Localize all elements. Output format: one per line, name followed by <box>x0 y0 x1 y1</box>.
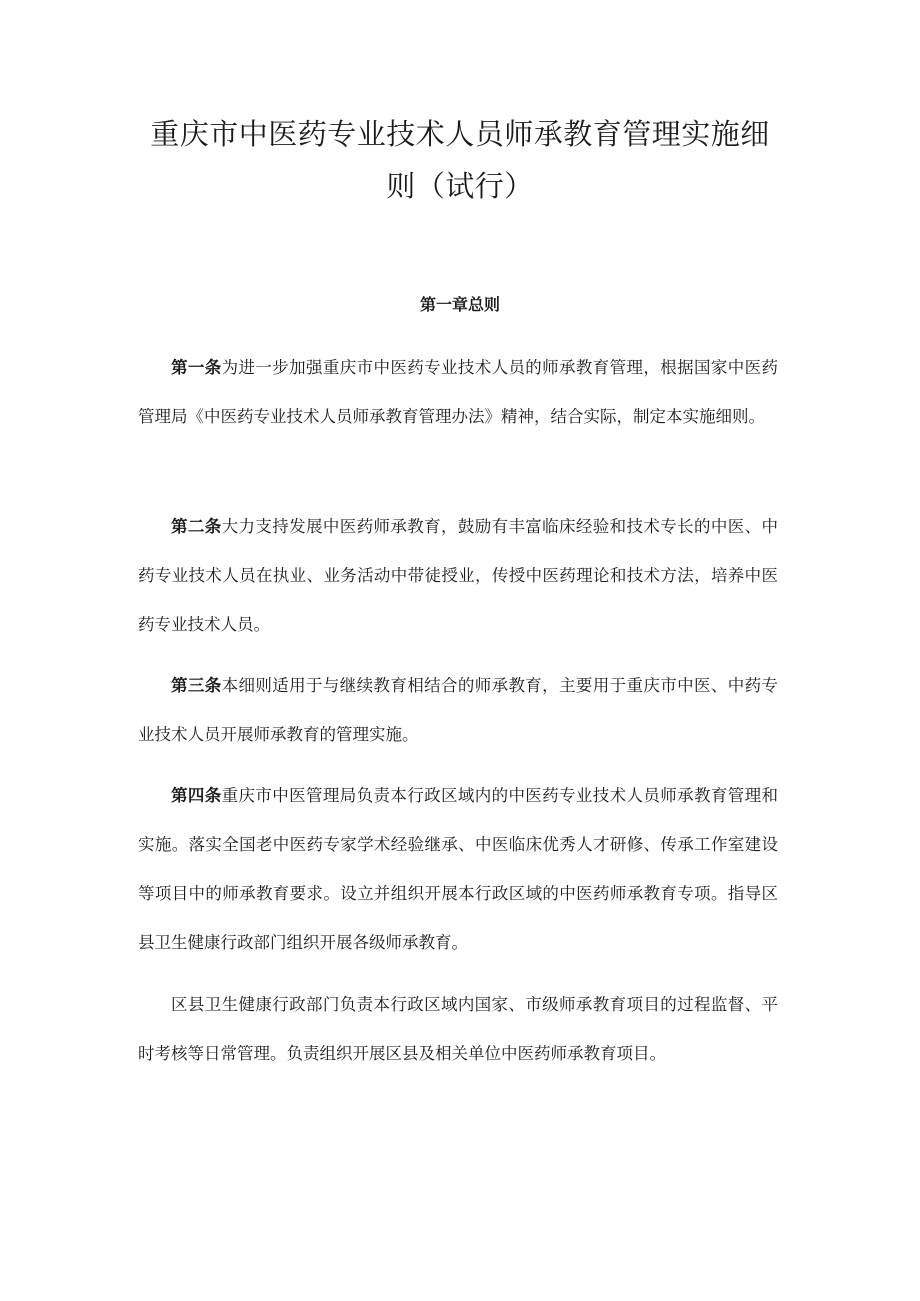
article-text: 重庆市中医管理局负责本行政区域内的中医药专业技术人员师承教育管理和实施。落实全国老中医药专家学术经验继承、中医临床优秀人才研修、传承工作室建设等项目中的师承教育要求。设立并组织开展本行政区域的中医药师承教育专项。指导区县卫生健康行政部门组织开展各级师承教育。 <box>138 786 779 952</box>
article-number: 第一条 <box>171 358 222 377</box>
document-title: 重庆市中医药专业技术人员师承教育管理实施细则（试行） <box>150 117 770 203</box>
paragraph-text: 区县卫生健康行政部门负责本行政区域内国家、市级师承教育项目的过程监督、平时考核等日常管理。负责组织开展区县及相关单位中医药师承教育项目。 <box>138 995 778 1063</box>
article-paragraph <box>138 661 778 759</box>
body-paragraph <box>138 980 778 1078</box>
article-paragraph <box>138 502 778 649</box>
article-number: 第四条 <box>171 786 222 805</box>
article-text: 为进一步加强重庆市中医药专业技术人员的师承教育管理，根据国家中医药管理局《中医药专业技术人员师承教育管理办法》精神，结合实际，制定本实施细则。 <box>138 358 779 426</box>
article-text: 大力支持发展中医药师承教育，鼓励有丰富临床经验和技术专长的中医、中药专业技术人员在执业、业务活动中带徒授业，传授中医药理论和技术方法，培养中医药专业技术人员。 <box>138 517 779 634</box>
article-number: 第二条 <box>171 517 222 536</box>
article-paragraph <box>138 771 778 967</box>
article-text: 本细则适用于与继续教育相结合的师承教育，主要用于重庆市中医、中药专业技术人员开展师承教育的管理实施。 <box>138 676 779 744</box>
article-paragraph <box>138 343 778 441</box>
chapter-heading: 第一章总则 <box>419 295 500 314</box>
article-number: 第三条 <box>171 676 222 695</box>
